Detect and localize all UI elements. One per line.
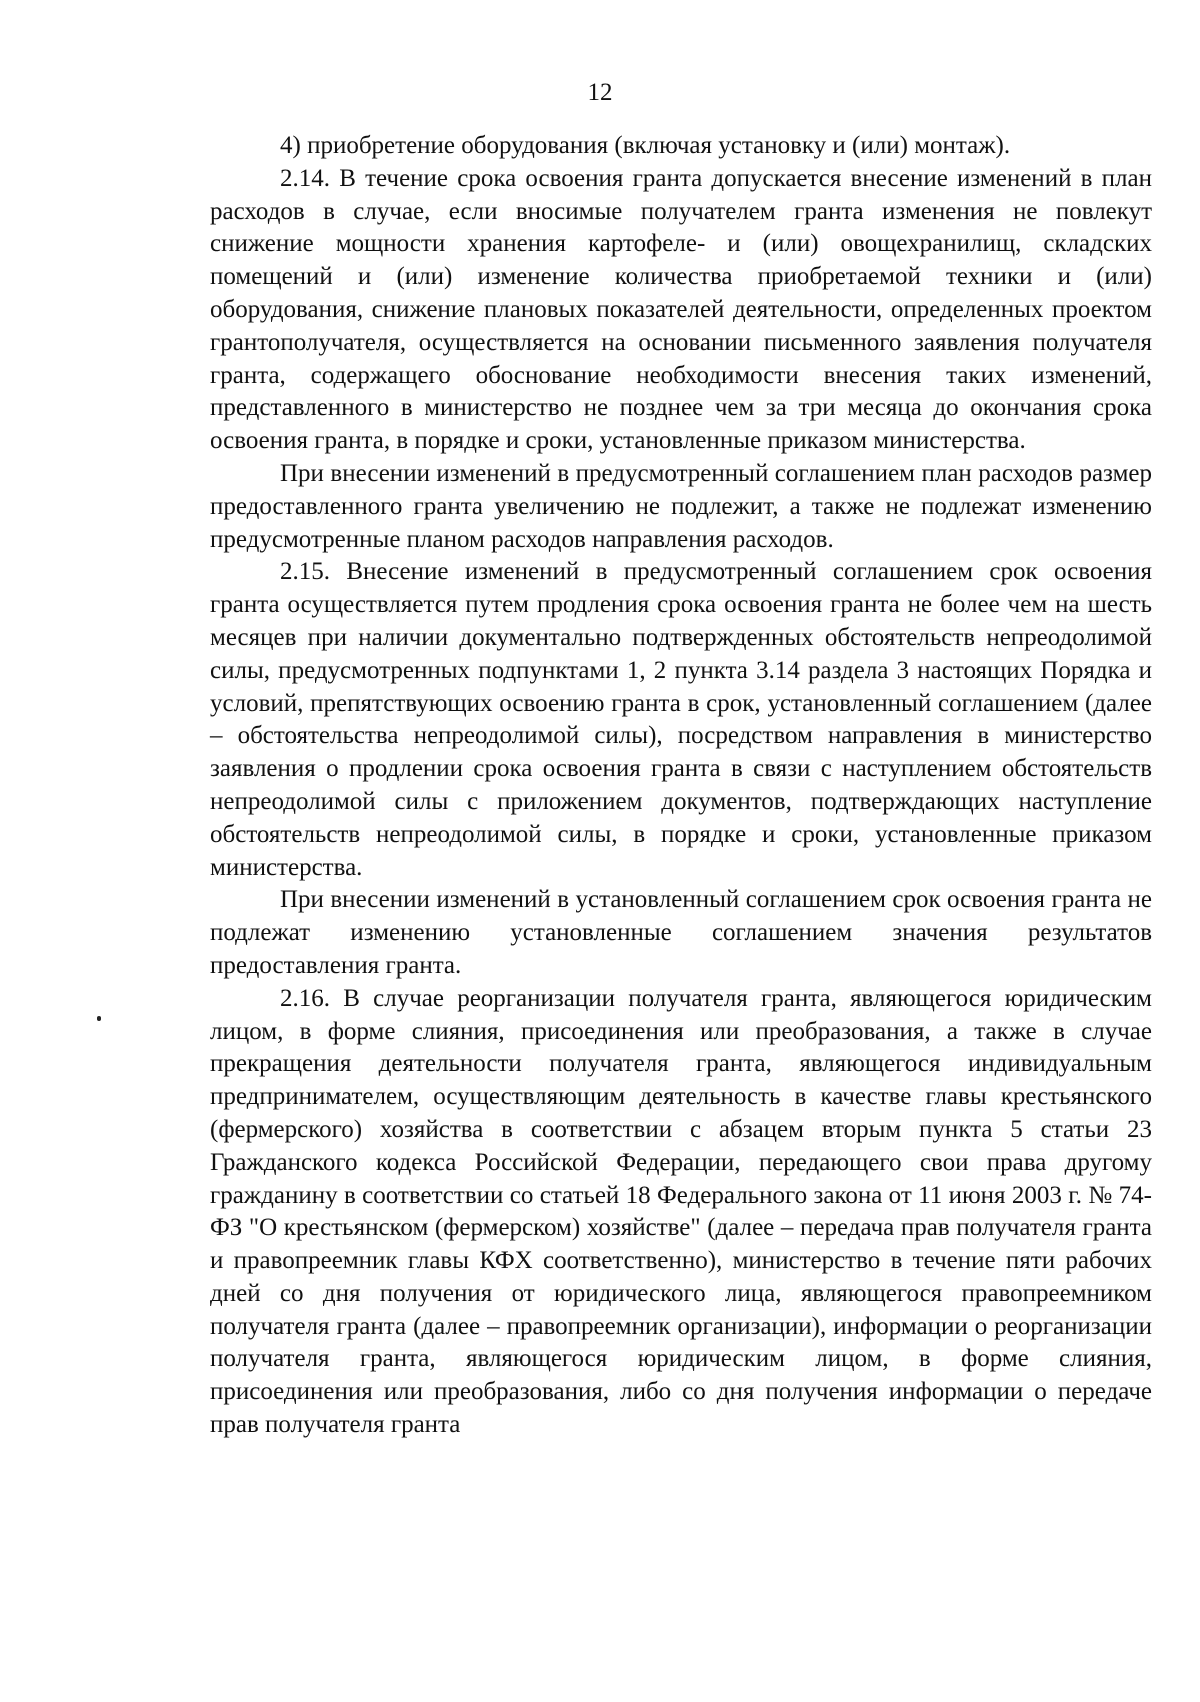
page-number: 12 (587, 79, 613, 106)
paragraph-equipment-purchase: 4) приобретение оборудования (включая установку и (или) монтаж). (280, 132, 1011, 159)
paragraph-2-16: 2.16. В случае реорганизации получателя гранта, являющегося юридическим лицом, в форме слияния, присоединения или преобразования, а также в случае прекращения деятельности получателя гранта, являющегося индивидуальным предпринимателем, осуществляющим деятельность в качестве главы крестьянского (фермерского) хозяйства в соответствии с абзацем вторым пункта 5 статьи 23 Гражданского кодекса Российской Федерации, передающего свои права другому гражданину в соответствии со статьей 18 Федерального закона от 11 июня 2003 г. № 74-ФЗ "О крестьянском (фермерском) хозяйстве" (далее – передача прав получателя гранта и правопреемник главы КФХ соответственно), министерство в течение пяти рабочих дней со дня получения от юридического лица, являющегося правопреемником получателя гранта (далее – правопреемник организации), информации о реорганизации получателя гранта, являющегося юридическим лицом, в форме слияния, присоединения или преобразования, либо со дня получения информации о передаче прав получателя гранта (210, 984, 1152, 1439)
paragraph-2-14: 2.14. В течение срока освоения гранта допускается внесение изменений в план расходов в случае, если вносимые получателем гранта изменения не повлекут снижение мощности хранения картофеле- и (или) овощехранилищ, складских помещений и (или) изменение количества приобретаемой техники и (или) оборудования, снижение плановых показателей деятельности, определенных проектом грантополучателя, осуществляется на основании письменного заявления получателя гранта, содержащего обоснование необходимости внесения таких изменений, представленного в министерство не позднее чем за три месяца до окончания срока освоения гранта, в порядке и сроки, установленные приказом министерства. (210, 164, 1152, 455)
paragraph-expense-plan-changes: При внесении изменений в предусмотренный соглашением план расходов размер предоставленного гранта увеличению не подлежит, а также не подлежат изменению предусмотренные планом расходов направления расходов. (210, 459, 1152, 553)
scan-artifact-mark (97, 1016, 101, 1021)
paragraph-2-15: 2.15. Внесение изменений в предусмотренный соглашением срок освоения гранта осуществляется путем продления срока освоения гранта не более чем на шесть месяцев при наличии документально подтвержденных обстоятельств непреодолимой силы, предусмотренных подпунктами 1, 2 пункта 3.14 раздела 3 настоящих Порядка и условий, препятствующих освоению гранта в срок, установленный соглашением (далее – обстоятельства непреодолимой силы), посредством направления в министерство заявления о продлении срока освоения гранта в связи с наступлением обстоятельств непреодолимой силы с приложением документов, подтверждающих наступление обстоятельств непреодолимой силы, в порядке и сроки, установленные приказом министерства. (210, 558, 1152, 881)
document-body (210, 130, 1152, 1442)
paragraph-term-changes: При внесении изменений в установленный соглашением срок освоения гранта не подлежат изменению установленные соглашением значения результатов предоставления гранта. (210, 886, 1152, 979)
